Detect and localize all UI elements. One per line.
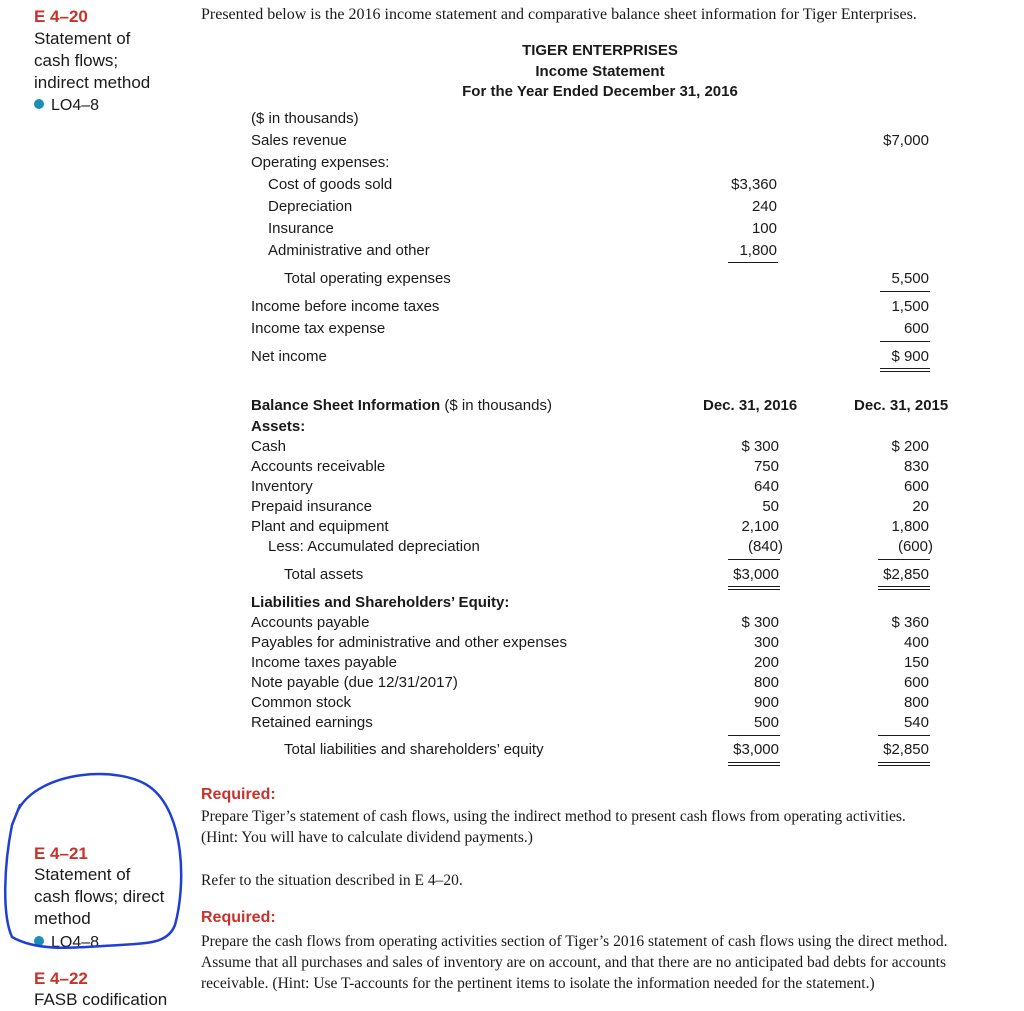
- asset-value-2016: 640: [753, 478, 779, 495]
- exercise-title-line: Statement of: [34, 29, 131, 48]
- asset-value-2016: 2,100: [741, 518, 779, 535]
- liability-value-2016: 800: [753, 674, 779, 691]
- double-rule: [878, 762, 930, 763]
- required-heading: Required:: [201, 786, 276, 803]
- subtotal-rule: [878, 559, 930, 560]
- liability-label: Accounts payable: [251, 614, 370, 631]
- learning-objective: [34, 95, 99, 117]
- balance-sheet-header: [251, 397, 552, 414]
- liability-value-2016: 200: [753, 654, 779, 671]
- company-name: TIGER ENTERPRISES: [522, 42, 678, 59]
- total-assets-2015: $2,850: [883, 566, 929, 583]
- subtotal-rule: [728, 559, 780, 560]
- liability-value-2015: $ 360: [891, 614, 929, 631]
- exercise-title-line: cash flows;: [34, 51, 119, 70]
- subtotal-rule: [728, 735, 780, 736]
- ibt-label: Income before income taxes: [251, 298, 440, 315]
- expense-value: 100: [751, 220, 777, 237]
- expense-value: 240: [751, 198, 777, 215]
- exercise-title-line: indirect method: [34, 73, 151, 92]
- total-liabilities-2015: $2,850: [883, 741, 929, 758]
- intro-text: Presented below is the 2016 income statement and comparative balance sheet information for Tiger Enterprises.: [201, 6, 917, 23]
- asset-value-2015: (600): [897, 538, 933, 555]
- liability-value-2015: 540: [903, 714, 929, 731]
- learning-objective-label: LO4–8: [51, 934, 100, 951]
- double-rule: [880, 368, 930, 369]
- double-rule: [878, 765, 930, 766]
- asset-value-2015: 600: [903, 478, 929, 495]
- liabilities-heading: Liabilities and Shareholders’ Equity:: [251, 594, 510, 611]
- liability-value-2016: 900: [753, 694, 779, 711]
- exercise-title-line: FASB codification: [34, 990, 168, 1009]
- net-income-value: $ 900: [891, 348, 929, 365]
- double-rule: [878, 586, 930, 587]
- asset-label: Plant and equipment: [251, 518, 389, 535]
- liability-label: Note payable (due 12/31/2017): [251, 674, 458, 691]
- exercise-id: E 4–22: [34, 969, 88, 988]
- expense-label: Depreciation: [268, 198, 353, 215]
- double-rule: [728, 586, 780, 587]
- required-line: receivable. (Hint: Use T-accounts for the pertinent items to isolate the information needed for the statement.): [201, 975, 875, 992]
- asset-label: Prepaid insurance: [251, 498, 372, 515]
- balance-sheet-title: Balance Sheet Information: [251, 397, 441, 414]
- balance-sheet-units: ($ in thousands): [440, 397, 552, 414]
- required-line: Prepare the cash flows from operating activities section of Tiger’s 2016 statement of cash flows using the direct method.: [201, 933, 948, 950]
- bullet-icon: [34, 99, 44, 109]
- liability-label: Income taxes payable: [251, 654, 397, 671]
- sales-value: $7,000: [883, 132, 929, 149]
- double-rule: [728, 765, 780, 766]
- total-assets-2016: $3,000: [733, 566, 779, 583]
- asset-value-2016: 750: [753, 458, 779, 475]
- expense-value: $3,360: [731, 176, 777, 193]
- statement-title: Income Statement: [535, 63, 665, 80]
- liability-value-2015: 400: [903, 634, 929, 651]
- double-rule: [880, 371, 930, 372]
- column-header-2016: Dec. 31, 2016: [703, 397, 798, 414]
- liability-value-2015: 150: [903, 654, 929, 671]
- handwritten-circle-annotation: [0, 765, 200, 965]
- subtotal-rule: [880, 341, 930, 342]
- e21-intro: Refer to the situation described in E 4–20.: [201, 872, 463, 889]
- total-opex-label: Total operating expenses: [284, 270, 451, 287]
- double-rule: [878, 589, 930, 590]
- learning-objective-label: LO4–8: [51, 97, 100, 114]
- double-rule: [728, 762, 780, 763]
- total-liabilities-label: Total liabilities and shareholders’ equity: [284, 741, 544, 758]
- ibt-value: 1,500: [891, 298, 929, 315]
- total-opex-value: 5,500: [891, 270, 929, 287]
- net-income-label: Net income: [251, 348, 327, 365]
- liability-value-2015: 600: [903, 674, 929, 691]
- required-line: (Hint: You will have to calculate dividend payments.): [201, 829, 533, 846]
- exercise-id: E 4–21: [34, 844, 88, 863]
- asset-value-2015: 830: [903, 458, 929, 475]
- opex-label: Operating expenses:: [251, 154, 390, 171]
- liability-label: Retained earnings: [251, 714, 373, 731]
- subtotal-rule: [878, 735, 930, 736]
- asset-value-2016: 50: [762, 498, 779, 515]
- total-assets-label: Total assets: [284, 566, 364, 583]
- liability-label: Common stock: [251, 694, 352, 711]
- asset-value-2015: $ 200: [891, 438, 929, 455]
- liability-label: Payables for administrative and other expenses: [251, 634, 568, 651]
- exercise-title-line: Statement of: [34, 865, 131, 884]
- asset-value-2016: $ 300: [741, 438, 779, 455]
- total-liabilities-2016: $3,000: [733, 741, 779, 758]
- subtotal-rule: [728, 262, 778, 263]
- assets-heading: Assets:: [251, 418, 306, 435]
- exercise-title-line: cash flows; direct: [34, 887, 165, 906]
- sales-label: Sales revenue: [251, 132, 347, 149]
- required-heading: Required:: [201, 909, 276, 926]
- liability-value-2015: 800: [903, 694, 929, 711]
- liability-value-2016: 500: [753, 714, 779, 731]
- tax-label: Income tax expense: [251, 320, 386, 337]
- statement-period: For the Year Ended December 31, 2016: [462, 83, 738, 100]
- units-label: ($ in thousands): [251, 110, 359, 127]
- asset-value-2016: (840): [747, 538, 783, 555]
- expense-label: Cost of goods sold: [268, 176, 393, 193]
- asset-label: Inventory: [251, 478, 313, 495]
- liability-value-2016: 300: [753, 634, 779, 651]
- exercise-id: E 4–20: [34, 7, 88, 26]
- asset-value-2015: 1,800: [891, 518, 929, 535]
- subtotal-rule: [880, 291, 930, 292]
- tax-value: 600: [903, 320, 929, 337]
- required-line: Assume that all purchases and sales of inventory are on account, and that there are no anticipated bad debts for accounts: [201, 954, 947, 971]
- liability-value-2016: $ 300: [741, 614, 779, 631]
- double-rule: [728, 589, 780, 590]
- exercise-title-line: method: [34, 909, 91, 928]
- asset-label: Accounts receivable: [251, 458, 386, 475]
- asset-label: Cash: [251, 438, 287, 455]
- column-header-2015: Dec. 31, 2015: [854, 397, 949, 414]
- expense-label: Insurance: [268, 220, 334, 237]
- expense-label: Administrative and other: [268, 242, 430, 259]
- required-line: Prepare Tiger’s statement of cash flows, using the indirect method to present cash flows from operating activities.: [201, 808, 906, 825]
- asset-label: Less: Accumulated depreciation: [268, 538, 480, 555]
- asset-value-2015: 20: [912, 498, 929, 515]
- expense-value: 1,800: [739, 242, 777, 259]
